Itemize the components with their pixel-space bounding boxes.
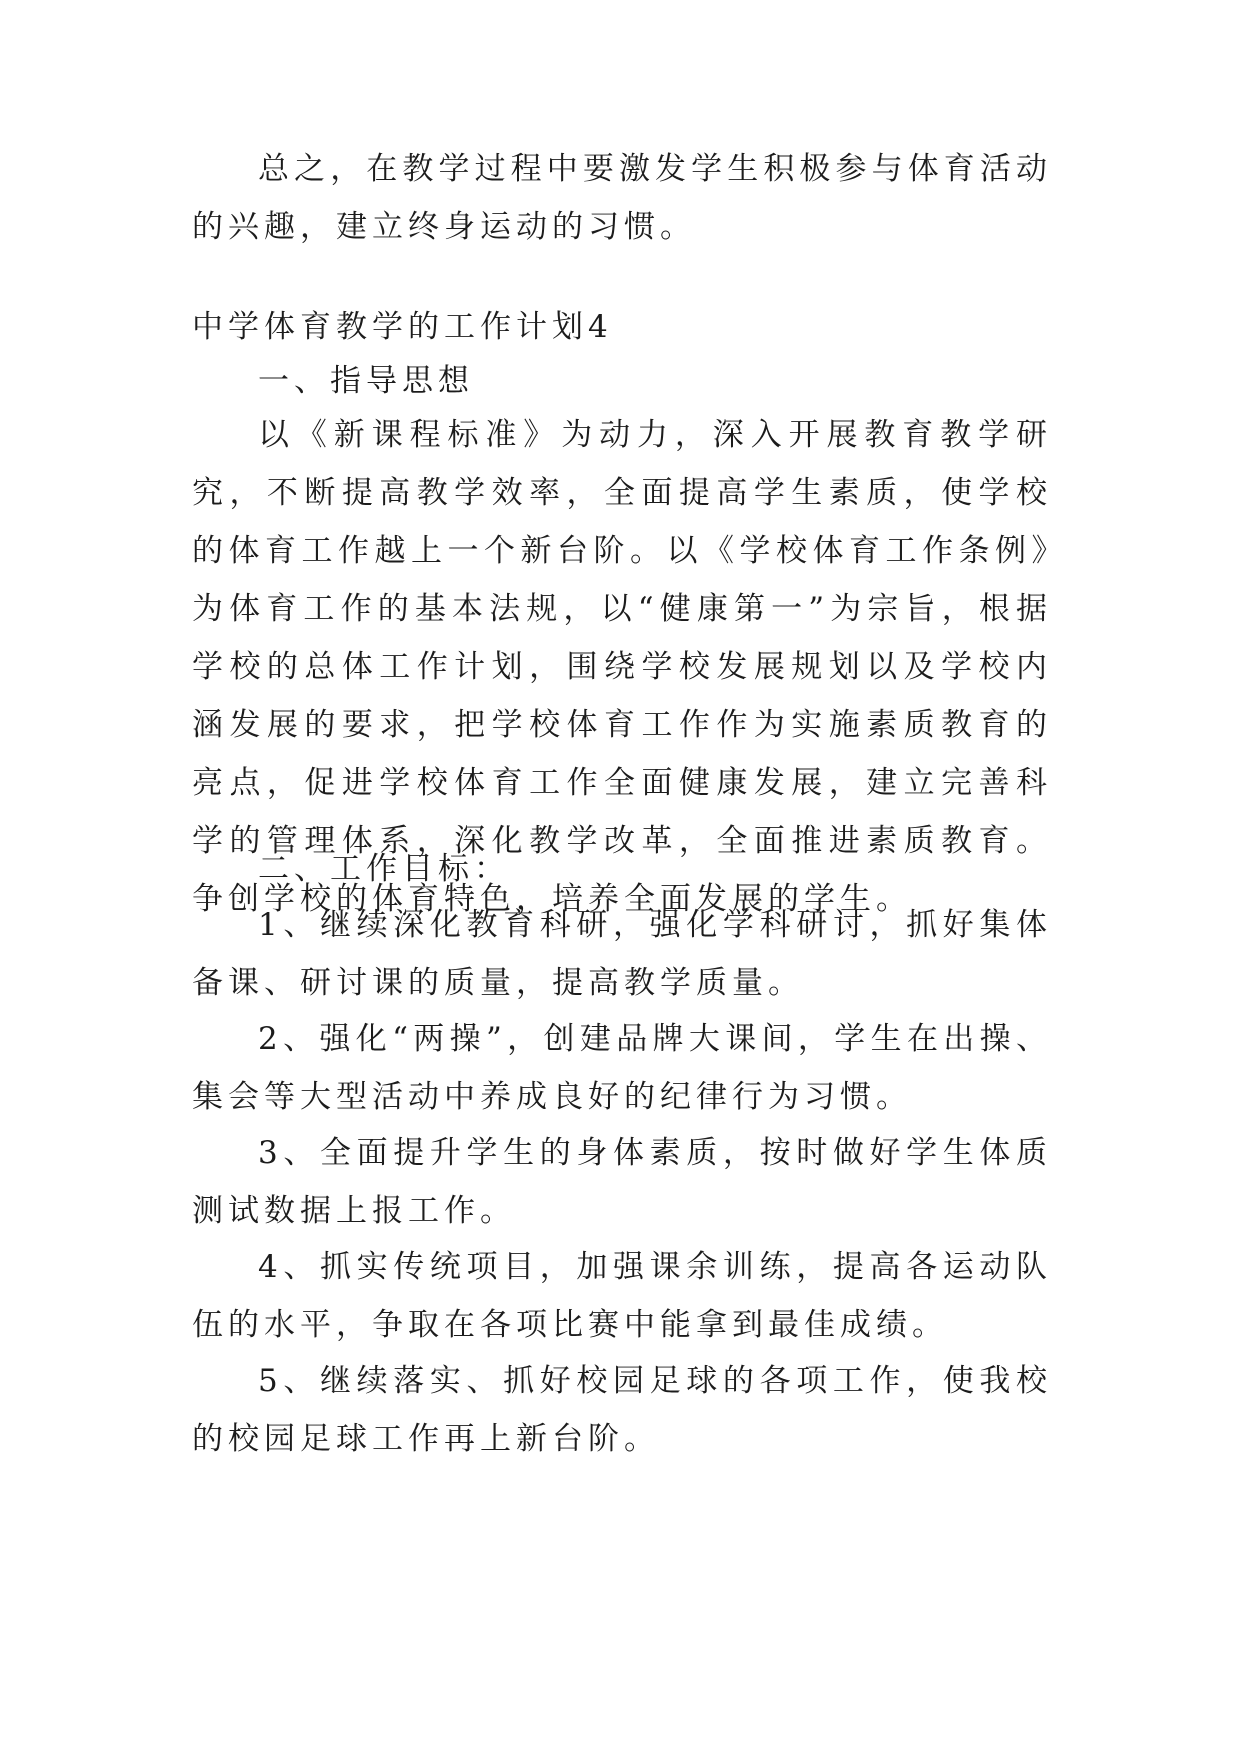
closing-paragraph: 总之，在教学过程中要激发学生积极参与体育活动的兴趣，建立终身运动的习惯。	[192, 151, 1052, 245]
section-title: 中学体育教学的工作计划4	[192, 309, 613, 345]
heading-guiding-ideology: 一、指导思想	[258, 363, 474, 399]
goal-item-4: 4、抓实传统项目，加强课余训练，提高各运动队伍的水平，争取在各项比赛中能拿到最佳成绩。	[192, 1249, 1052, 1343]
goal-item-3: 3、全面提升学生的身体素质，按时做好学生体质测试数据上报工作。	[192, 1135, 1052, 1229]
goal-item-1: 1、继续深化教育科研，强化学科研讨，抓好集体备课、研讨课的质量，提高教学质量。	[192, 907, 1052, 1001]
paragraph-guiding-ideology: 以《新课程标准》为动力，深入开展教育教学研究，不断提高教学效率，全面提高学生素质，使学校的体育工作越上一个新台阶。以《学校体育工作条例》为体育工作的基本法规，以“健康第一”为宗旨，根据学校的总体工作计划，围绕学校发展规划以及学校内涵发展的要求，把学校体育工作作为实施素质教育的亮点，促进学校体育工作全面健康发展，建立完善科学的管理体系，深化教学改革，全面推进素质教育。争创学校的体育特色，培养全面发展的学生。	[192, 417, 1052, 917]
goal-item-5: 5、继续落实、抓好校园足球的各项工作，使我校的校园足球工作再上新台阶。	[192, 1363, 1052, 1457]
heading-work-goals: 二、工作目标：	[258, 851, 510, 887]
goal-item-2: 2、强化“两操”，创建品牌大课间，学生在出操、集会等大型活动中养成良好的纪律行为习惯。	[192, 1021, 1052, 1115]
